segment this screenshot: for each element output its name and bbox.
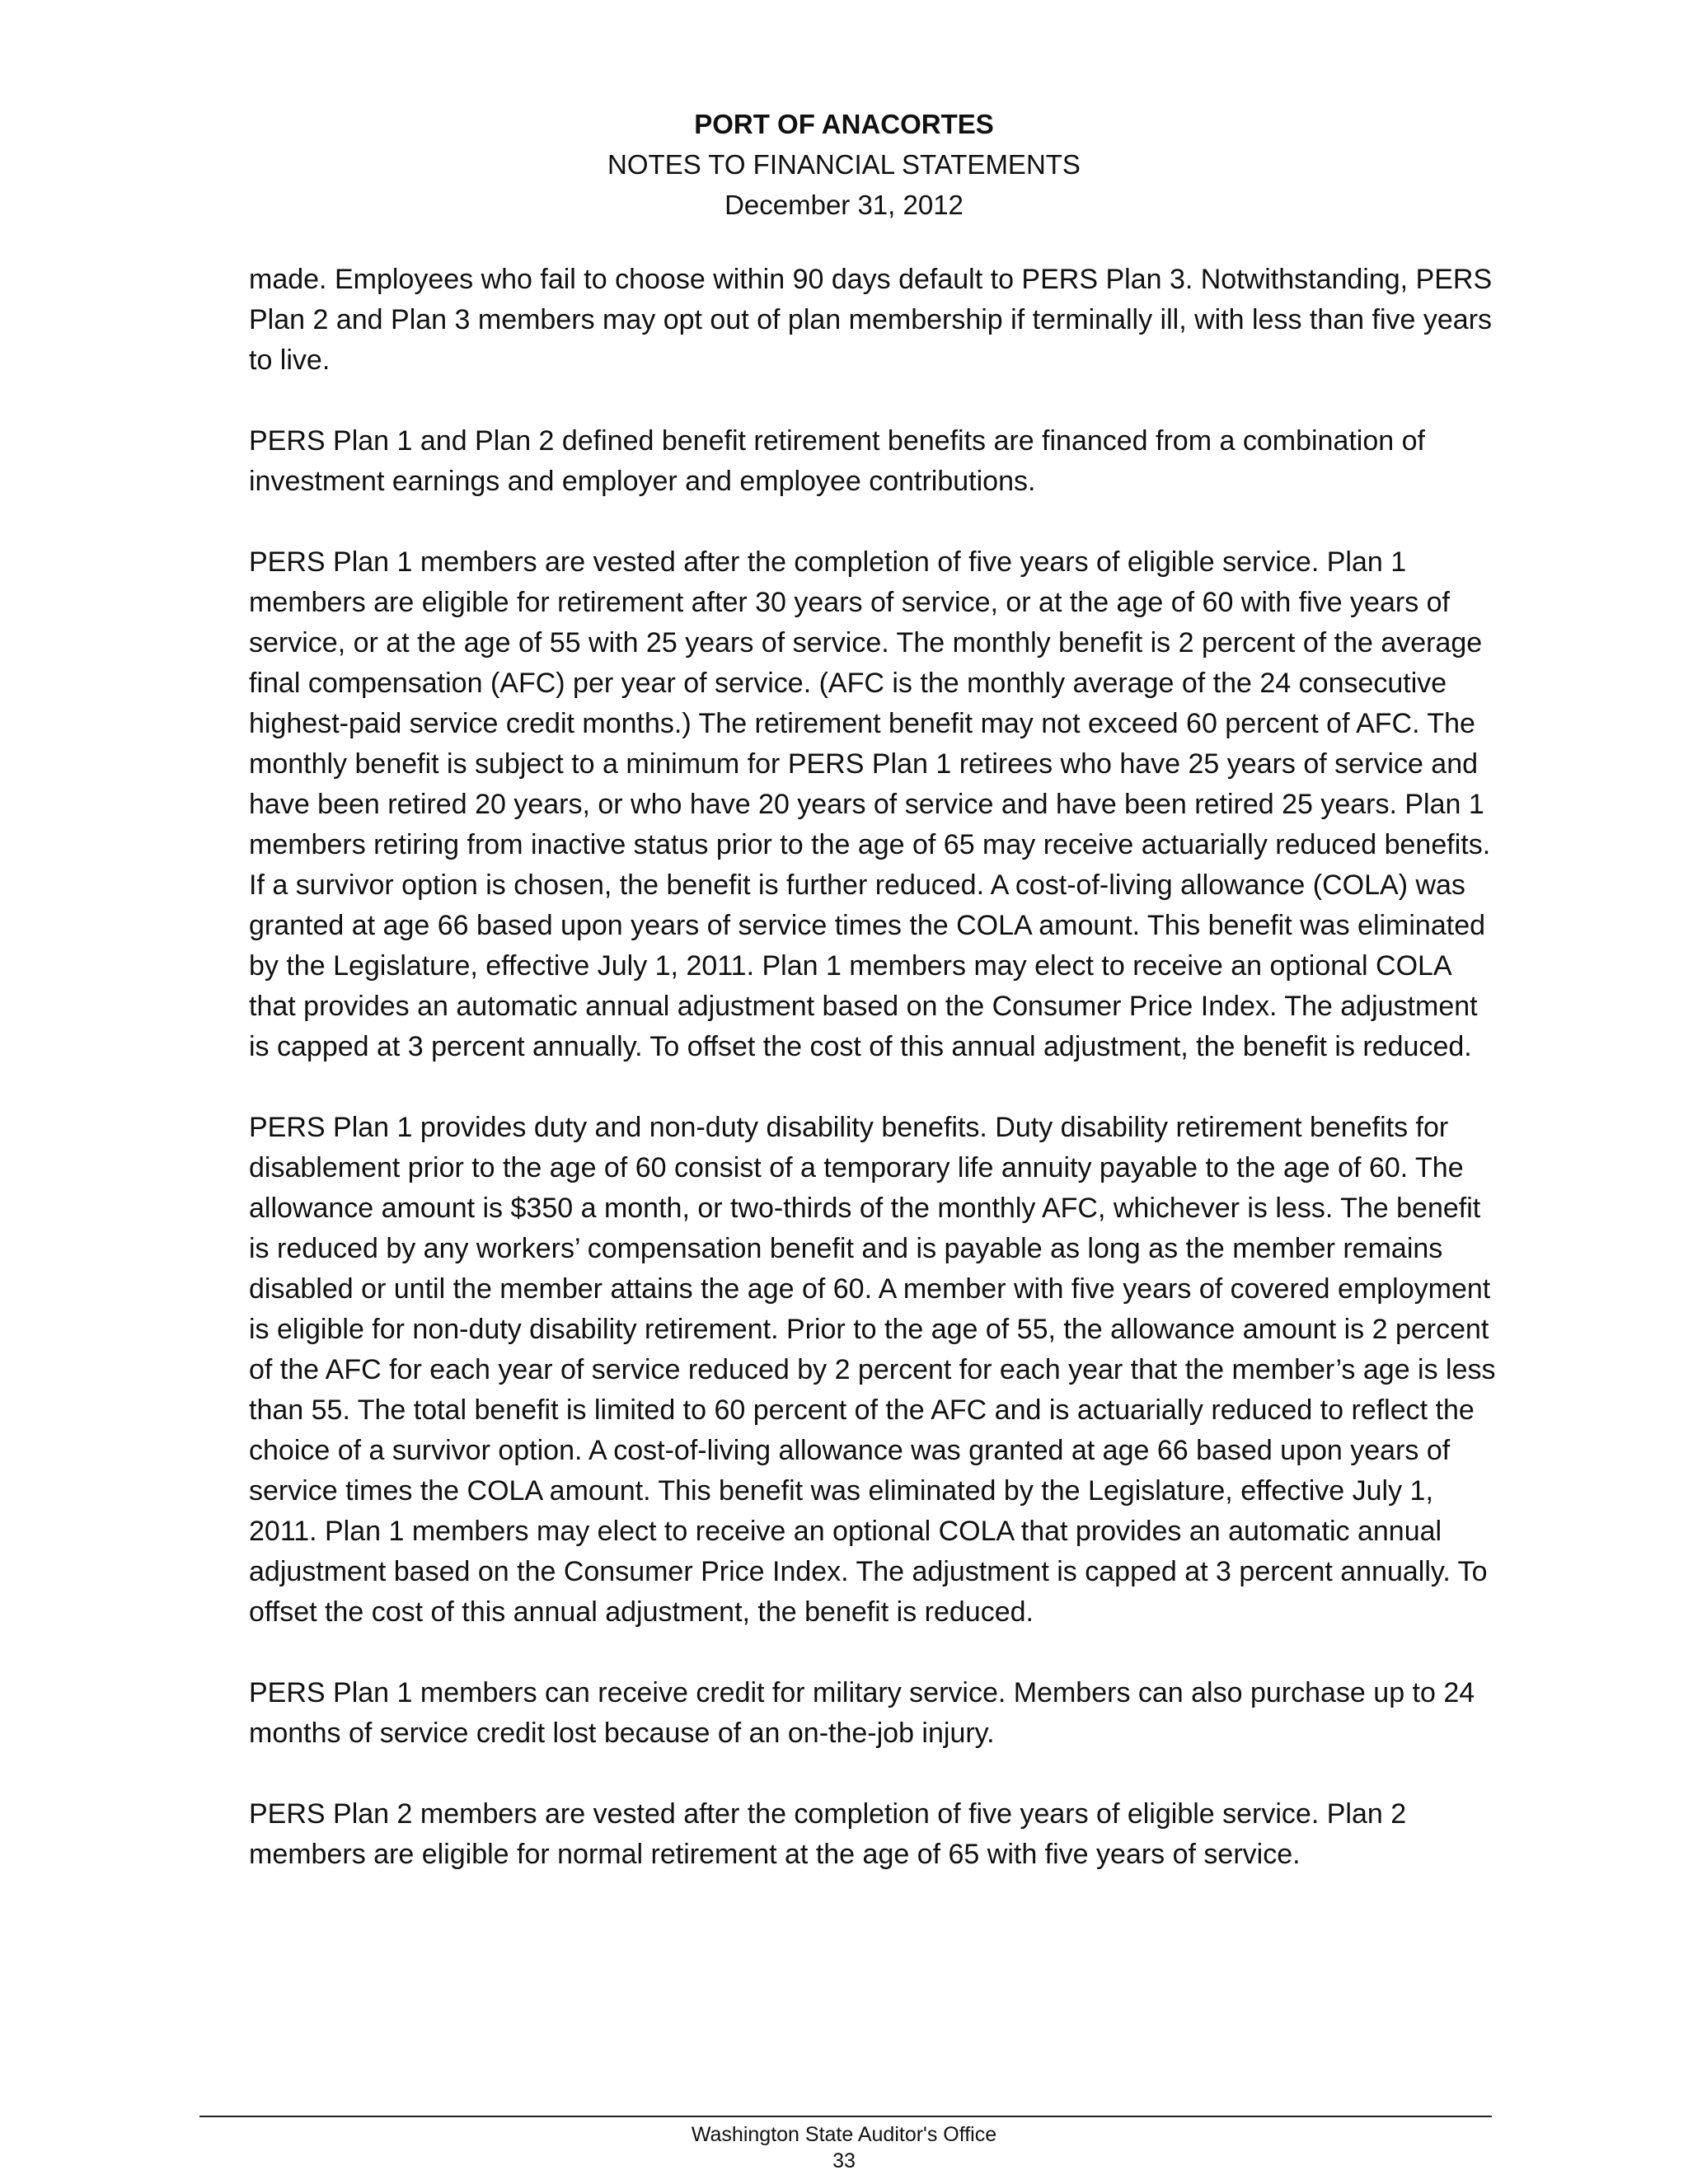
paragraph-plan1-vesting-retirement: PERS Plan 1 members are vested after the completion of five years of eligible service. Plan 1 members are eligible for retirement after 30 years of service, or at the age of 60 with five years of service, or at the age of 55 with 25 years of service. The monthly benefit is 2 percent of the average final compensation (AFC) per year of service. (AFC is the monthly average of the 24 consecutive highest-paid service credit months.) The retirement benefit may not exceed 60 percent of AFC. The monthly benefit is subject to a minimum for PERS Plan 1 retirees who have 25 years of service and have been retired 20 years, or who have 20 years of service and have been retired 25 years. Plan 1 members retiring from inactive status prior to the age of 65 may receive actuarially reduced benefits. If a survivor option is chosen, the benefit is further reduced. A cost-of-living allowance (COLA) was granted at age 66 based upon years of service times the COLA amount. This benefit was eliminated by the Legislature, effective July 1, 2011. Plan 1 members may elect to receive an optional COLA that provides an automatic annual adjustment based on the Consumer Price Index. The adjustment is capped at 3 percent annually. To offset the cost of this annual adjustment, the benefit is reduced.: [249, 546, 1491, 1062]
paragraph-plan-choice-continued: made. Employees who fail to choose within 90 days default to PERS Plan 3. Notwithstanding, PERS Plan 2 and Plan 3 members may opt out of plan membership if terminally ill, with less than five years to live.: [249, 264, 1493, 376]
page-footer: [0, 2121, 1688, 2174]
paragraph-plan2-vesting: PERS Plan 2 members are vested after the completion of five years of eligible service. Plan 2 members are eligible for normal retirement at the age of 65 with five years of service.: [249, 1798, 1407, 1870]
notes-body: [249, 260, 1502, 1915]
organization-name: PORT OF ANACORTES: [694, 109, 994, 139]
paragraph-benefit-financing: PERS Plan 1 and Plan 2 defined benefit retirement benefits are financed from a combination of investment earnings and employer and employee contributions.: [249, 425, 1425, 497]
page-number: 33: [832, 2149, 856, 2172]
document-title: NOTES TO FINANCIAL STATEMENTS: [607, 149, 1081, 180]
footer-divider: [199, 2116, 1492, 2117]
page-header: [0, 104, 1688, 225]
paragraph-plan1-military-credit: PERS Plan 1 members can receive credit for military service. Members can also purchase up to 24 months of service credit lost because of an on-the-job injury.: [249, 1677, 1475, 1749]
footer-office: Washington State Auditor's Office: [691, 2123, 997, 2146]
paragraph-plan1-disability: PERS Plan 1 provides duty and non-duty disability benefits. Duty disability retirement benefits for disablement prior to the age of 60 consist of a temporary life annuity payable to the age of 60. The allowance amount is $350 a month, or two-thirds of the monthly AFC, whichever is less. The benefit is reduced by any workers’ compensation benefit and is payable as long as the member remains disabled or until the member attains the age of 60. A member with five years of covered employment is eligible for non-duty disability retirement. Prior to the age of 55, the allowance amount is 2 percent of the AFC for each year of service reduced by 2 percent for each year that the member’s age is less than 55. The total benefit is limited to 60 percent of the AFC and is actuarially reduced to reflect the choice of a survivor option. A cost-of-living allowance was granted at age 66 based upon years of service times the COLA amount. This benefit was eliminated by the Legislature, effective July 1, 2011. Plan 1 members may elect to receive an optional COLA that provides an automatic annual adjustment based on the Consumer Price Index. The adjustment is capped at 3 percent annually. To offset the cost of this annual adjustment, the benefit is reduced.: [249, 1112, 1496, 1628]
statement-date: December 31, 2012: [724, 190, 964, 220]
